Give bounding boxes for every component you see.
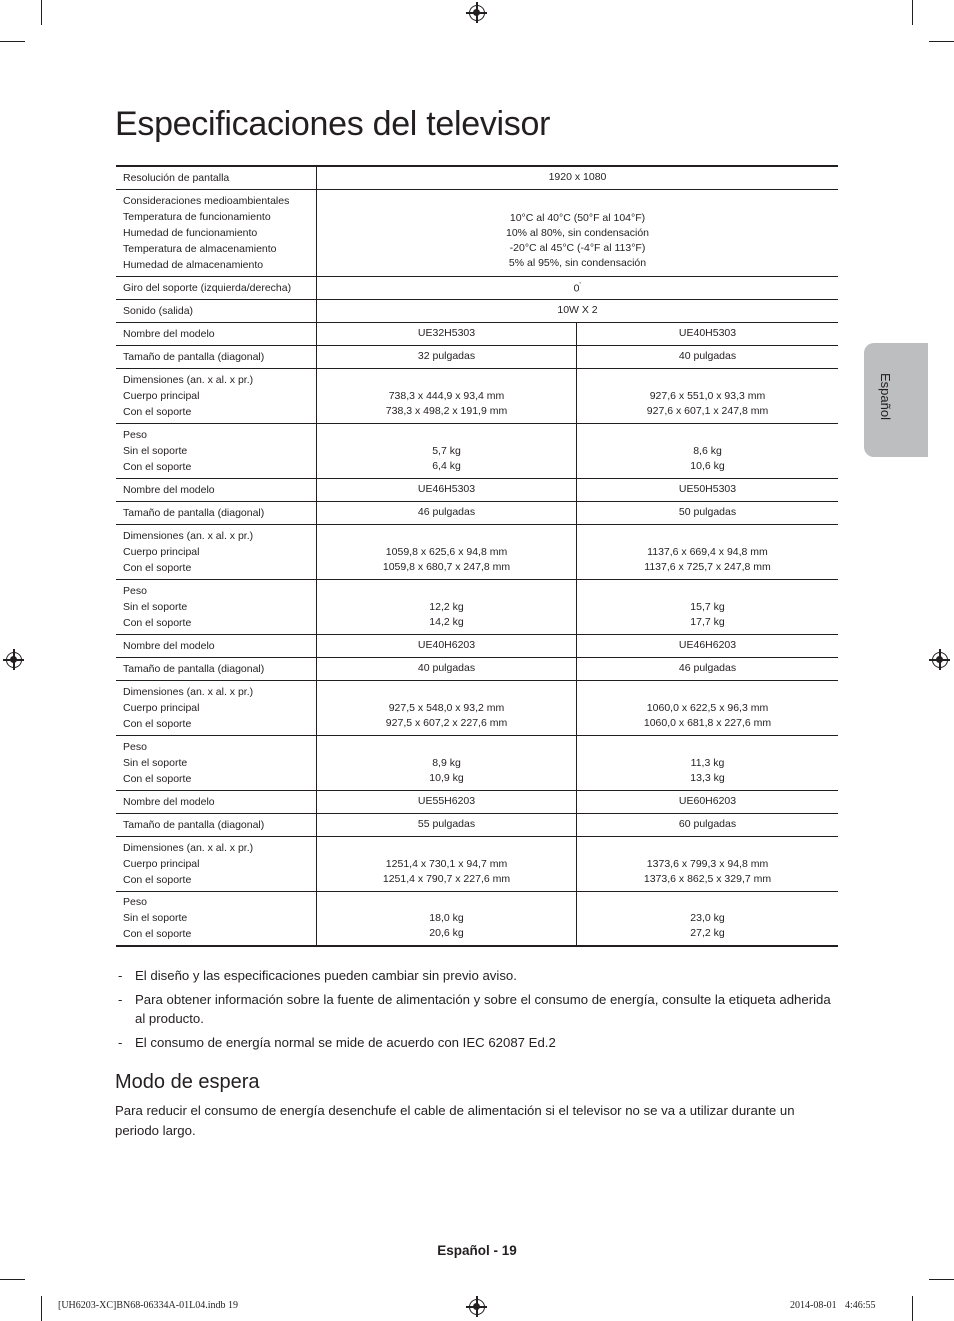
registration-mark-icon: [932, 652, 948, 668]
value-cell-right: [577, 836, 839, 891]
table-row: [116, 501, 838, 524]
table-row: [116, 891, 838, 946]
registration-mark-icon: [6, 652, 22, 668]
value-cell-right: [577, 524, 839, 579]
value-cell-right: [577, 579, 839, 634]
weight-body: 5,7 kg: [432, 444, 461, 457]
crop-mark: [912, 0, 913, 25]
value-cell-right: [577, 891, 839, 946]
section-paragraph: Para reducir el consumo de energía desenchufe el cable de alimentación si el televisor no se va a utilizar durante un periodo largo.: [115, 1103, 795, 1138]
row-label: [116, 735, 317, 790]
model-name: UE32H5303: [417, 327, 476, 339]
row-label: Nombre del modelo: [116, 322, 317, 345]
value-cell-right: [577, 478, 839, 501]
dimension-stand: 1373,6 x 862,5 x 329,7 mm: [643, 872, 772, 885]
print-file-info: [UH6203-XC]BN68-06334A-01L04.indb 19: [58, 1300, 238, 1311]
value-line: 10°C al 40°C (50°F al 104°F): [509, 211, 646, 224]
dimension-body: 1059,8 x 625,6 x 94,8 mm: [385, 545, 508, 558]
value-cell-left: [317, 790, 577, 813]
table-row: [116, 657, 838, 680]
dimension-body: 1251,4 x 730,1 x 94,7 mm: [385, 857, 508, 870]
row-label: Tamaño de pantalla (diagonal): [116, 345, 317, 368]
row-label: [116, 368, 317, 423]
row-label: Nombre del modelo: [116, 478, 317, 501]
row-label: Giro del soporte (izquierda/derecha): [116, 276, 317, 299]
value-cell-right: [577, 423, 839, 478]
row-label: Sonido (salida): [116, 299, 317, 322]
value-cell-left: [317, 322, 577, 345]
page-title: Especificaciones del televisor: [115, 105, 551, 143]
crop-mark: [41, 0, 42, 25]
table-row: [116, 166, 838, 189]
table-row: [116, 680, 838, 735]
label-line: Con el soporte: [123, 405, 192, 418]
list-item: - Para obtener información sobre la fuente de alimentación y sobre el consumo de energía, consulte la etiqueta adherida al producto.: [116, 990, 836, 1029]
value-cell-left: [317, 891, 577, 946]
dimension-stand: 1060,0 x 681,8 x 227,6 mm: [643, 716, 772, 729]
label-line: Con el soporte: [123, 873, 192, 886]
label-line: Dimensiones (an. x al. x pr.): [123, 685, 254, 698]
row-label: [116, 524, 317, 579]
value-cell-right: [577, 735, 839, 790]
label-line: Con el soporte: [123, 928, 192, 941]
weight-stand: 10,6 kg: [690, 459, 725, 472]
model-name: UE40H5303: [678, 327, 737, 339]
model-name: UE60H6203: [678, 795, 737, 807]
label-line: Cuerpo principal: [123, 857, 200, 870]
value-cell-left: [317, 524, 577, 579]
value-cell-left: [317, 423, 577, 478]
label-line: Consideraciones medioambientales: [123, 194, 290, 207]
row-label: [116, 891, 317, 946]
label-line: Con el soporte: [123, 616, 192, 629]
model-name: UE40H6203: [417, 639, 476, 651]
row-label: Tamaño de pantalla (diagonal): [116, 501, 317, 524]
label-line: Con el soporte: [123, 460, 192, 473]
crop-mark: [912, 1296, 913, 1321]
label-line: Peso: [123, 740, 147, 753]
weight-stand: 14,2 kg: [429, 615, 464, 628]
table-row: [116, 276, 838, 299]
value-cell-left: [317, 735, 577, 790]
crop-mark: [0, 1279, 25, 1280]
table-row: [116, 634, 838, 657]
screen-size: 60 pulgadas: [678, 818, 737, 830]
label-line: Peso: [123, 896, 147, 909]
model-name: UE46H6203: [678, 639, 737, 651]
value-cell-right: [577, 634, 839, 657]
value-cell-right: [577, 790, 839, 813]
value-cell-right: [577, 368, 839, 423]
screen-size: 50 pulgadas: [678, 506, 737, 518]
value-cell-left: [317, 813, 577, 836]
list-item: - El diseño y las especificaciones pueden cambiar sin previo aviso.: [116, 966, 836, 986]
model-groups: [116, 322, 838, 946]
crop-mark: [929, 1279, 954, 1280]
table-row: [116, 524, 838, 579]
screen-size: 32 pulgadas: [417, 350, 476, 362]
weight-stand: 17,7 kg: [690, 615, 725, 628]
weight-body: 8,6 kg: [693, 444, 722, 457]
value-cell-right: [577, 680, 839, 735]
label-line: Cuerpo principal: [123, 701, 200, 714]
label-line: Humedad de funcionamiento: [123, 226, 258, 239]
swivel-value: 0˚: [317, 276, 839, 299]
label-line: Humedad de almacenamiento: [123, 258, 264, 271]
model-name: UE46H5303: [417, 483, 476, 495]
value-cell-left: [317, 478, 577, 501]
table-row: [116, 345, 838, 368]
label-line: Cuerpo principal: [123, 545, 200, 558]
label-line: Cuerpo principal: [123, 389, 200, 402]
value-cell-left: [317, 657, 577, 680]
value-cell-left: [317, 368, 577, 423]
label-line: Con el soporte: [123, 561, 192, 574]
table-row: [116, 735, 838, 790]
value-cell-right: [577, 657, 839, 680]
table-row: [116, 299, 838, 322]
table-row: [116, 790, 838, 813]
row-label: Tamaño de pantalla (diagonal): [116, 657, 317, 680]
row-label: Resolución de pantalla: [116, 166, 317, 189]
value-cell-right: [577, 322, 839, 345]
sound-value: 10W X 2: [317, 299, 839, 322]
weight-stand: 27,2 kg: [690, 927, 725, 940]
dimension-stand: 1251,4 x 790,7 x 227,6 mm: [382, 872, 511, 885]
row-label: [116, 836, 317, 891]
row-label: [116, 579, 317, 634]
dimension-stand: 927,6 x 607,1 x 247,8 mm: [646, 404, 769, 417]
label-line: Sin el soporte: [123, 600, 188, 613]
row-label: Nombre del modelo: [116, 790, 317, 813]
dimension-body: 738,3 x 444,9 x 93,4 mm: [388, 389, 505, 402]
value-line: 10% al 80%, sin condensación: [505, 226, 649, 239]
table-row: [116, 813, 838, 836]
table-row: [116, 423, 838, 478]
row-label: Nombre del modelo: [116, 634, 317, 657]
value-cell-right: [577, 345, 839, 368]
section-heading: Modo de espera: [115, 1071, 260, 1093]
notes-list: [116, 966, 836, 1056]
weight-stand: 10,9 kg: [429, 771, 464, 784]
dimension-body: 927,5 x 548,0 x 93,2 mm: [388, 701, 505, 714]
model-name: UE50H5303: [678, 483, 737, 495]
screen-size: 40 pulgadas: [678, 350, 737, 362]
screen-size: 55 pulgadas: [417, 818, 476, 830]
list-item: - El consumo de energía normal se mide de acuerdo con IEC 62087 Ed.2: [116, 1033, 836, 1053]
table-row: [116, 322, 838, 345]
table-row: [116, 579, 838, 634]
dimension-stand: 1137,6 x 725,7 x 247,8 mm: [644, 560, 771, 573]
weight-body: 18,0 kg: [429, 912, 464, 925]
spec-table: [116, 165, 838, 947]
weight-stand: 13,3 kg: [690, 771, 725, 784]
dimension-stand: 738,3 x 498,2 x 191,9 mm: [385, 404, 508, 417]
value-cell-left: [317, 836, 577, 891]
row-label: [116, 189, 317, 276]
row-label: Tamaño de pantalla (diagonal): [116, 813, 317, 836]
model-name: UE55H6203: [417, 795, 476, 807]
screen-size: 40 pulgadas: [417, 662, 476, 674]
value-cell-right: [577, 501, 839, 524]
print-date: 2014-08-01: [790, 1300, 837, 1311]
environment-values: [317, 189, 839, 276]
label-line: Con el soporte: [123, 717, 192, 730]
value-cell-left: [317, 634, 577, 657]
registration-mark-icon: [469, 5, 485, 21]
label-line: Temperatura de almacenamiento: [123, 242, 277, 255]
language-tab-label: Español: [878, 373, 893, 420]
table-row: [116, 836, 838, 891]
label-line: Sin el soporte: [123, 912, 188, 925]
value-cell-left: [317, 345, 577, 368]
label-line: Temperatura de funcionamiento: [123, 210, 271, 223]
crop-mark: [929, 41, 954, 42]
resolution-value: 1920 x 1080: [317, 166, 839, 189]
row-label: [116, 423, 317, 478]
value-line: 5% al 95%, sin condensación: [508, 256, 647, 269]
dimension-body: 1373,6 x 799,3 x 94,8 mm: [646, 857, 769, 870]
dimension-body: 1060,0 x 622,5 x 96,3 mm: [646, 701, 769, 714]
table-row: [116, 368, 838, 423]
label-line: Dimensiones (an. x al. x pr.): [123, 529, 254, 542]
value-line: -20°C al 45°C (-4°F al 113°F): [509, 241, 646, 254]
print-time: 4:46:55: [845, 1300, 876, 1311]
dimension-stand: 927,5 x 607,2 x 227,6 mm: [385, 716, 508, 729]
registration-mark-icon: [469, 1299, 485, 1315]
weight-body: 12,2 kg: [429, 600, 464, 613]
label-line: Dimensiones (an. x al. x pr.): [123, 373, 254, 386]
label-line: Peso: [123, 428, 147, 441]
dimension-stand: 1059,8 x 680,7 x 247,8 mm: [382, 560, 511, 573]
crop-mark: [0, 41, 25, 42]
dimension-body: 1137,6 x 669,4 x 94,8 mm: [647, 545, 768, 558]
weight-stand: 6,4 kg: [432, 459, 461, 472]
weight-body: 11,3 kg: [690, 756, 725, 769]
language-tab: [864, 343, 928, 457]
value-cell-right: [577, 813, 839, 836]
weight-body: 8,9 kg: [432, 756, 461, 769]
table-row: [116, 478, 838, 501]
weight-body: 23,0 kg: [690, 912, 725, 925]
crop-mark: [41, 1296, 42, 1321]
label-line: Sin el soporte: [123, 444, 188, 457]
label-line: Sin el soporte: [123, 756, 188, 769]
value-cell-left: [317, 579, 577, 634]
weight-stand: 20,6 kg: [429, 927, 464, 940]
screen-size: 46 pulgadas: [417, 506, 476, 518]
page-number: Español - 19: [437, 1243, 517, 1258]
label-line: Dimensiones (an. x al. x pr.): [123, 841, 254, 854]
screen-size: 46 pulgadas: [678, 662, 737, 674]
label-line: Peso: [123, 584, 147, 597]
table-row: [116, 189, 838, 276]
label-line: Con el soporte: [123, 772, 192, 785]
dimension-body: 927,6 x 551,0 x 93,3 mm: [649, 389, 766, 402]
weight-body: 15,7 kg: [690, 600, 725, 613]
value-cell-left: [317, 501, 577, 524]
row-label: [116, 680, 317, 735]
value-cell-left: [317, 680, 577, 735]
